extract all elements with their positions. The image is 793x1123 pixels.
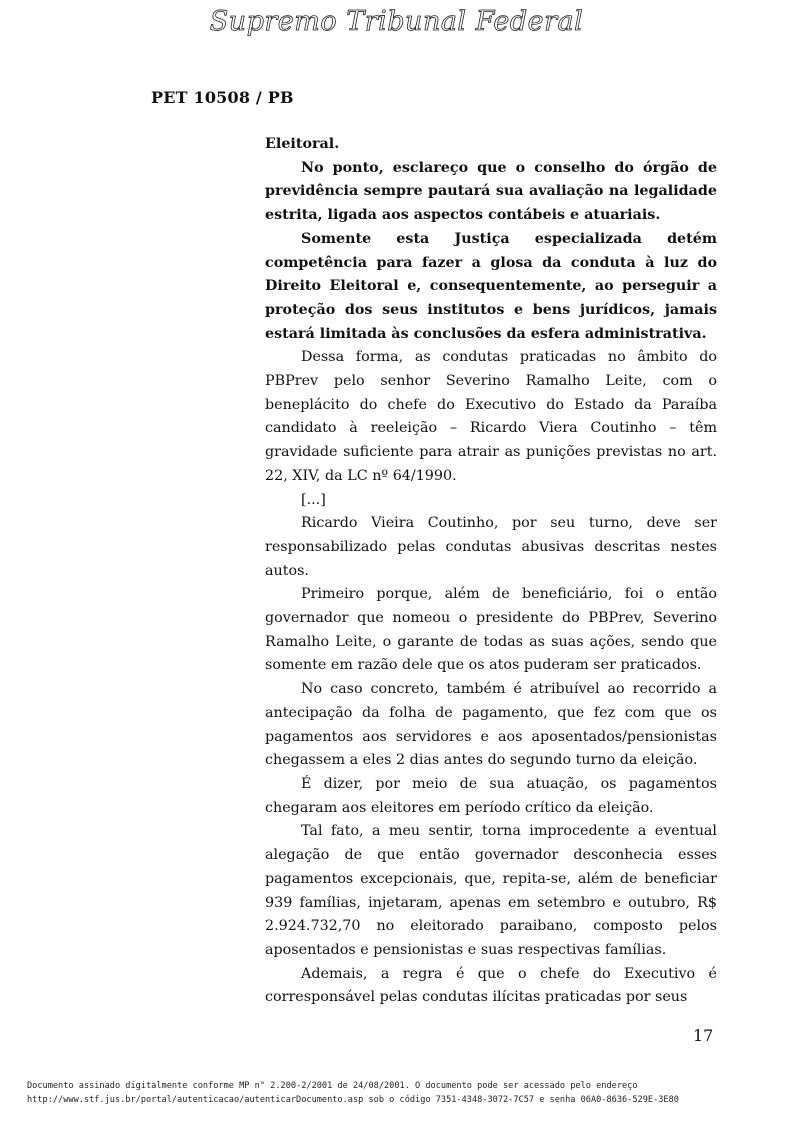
paragraph: Eleitoral. <box>265 136 340 152</box>
paragraph: Ademais, a regra é que o chefe do Executivo é corresponsável pelas condutas ilícitas praticadas por seus <box>265 965 717 1006</box>
document-reference: PET 10508 / PB <box>151 88 294 107</box>
paragraph: Somente esta Justiça especializada detém competência para fazer a glosa da conduta à luz do Direito Eleitoral e, consequentemente, ao perseguir a proteção dos seus institutos e bens jurídicos, jamais estará limitada às conclusões da esfera administrativa. <box>265 230 717 342</box>
paragraph: Dessa forma, as condutas praticadas no âmbito do PBPrev pelo senhor Severino Ramalho Leite, com o beneplácito do chefe do Executivo do Estado da Paraíba candidato à reeleição – Ricardo Viera Coutinho – têm gravidade suficiente para atrair as punições previstas no art. 22, XIV, da LC nº 64/1990. <box>265 349 717 484</box>
document-body <box>265 133 717 1010</box>
paragraph: É dizer, por meio de sua atuação, os pagamentos chegaram aos eleitores em período crítico da eleição. <box>265 775 717 816</box>
paragraph: [...] <box>301 491 326 508</box>
paragraph: Primeiro porque, além de beneficiário, foi o então governador que nomeou o presidente do PBPrev, Severino Ramalho Leite, o garante de todas as suas ações, sendo que somente em razão dele que os atos puderam ser praticados. <box>265 586 717 674</box>
digital-signature-notice <box>27 1080 767 1107</box>
court-title: Supremo Tribunal Federal <box>209 6 584 37</box>
footer-line: http://www.stf.jus.br/portal/autenticacao/autenticarDocumento.asp sob o código 7351-4348-3072-7C57 e senha 06A0-8636-529E-3E80 <box>27 1094 679 1105</box>
page-number: 17 <box>693 1026 714 1045</box>
footer-line: Documento assinado digitalmente conforme MP n° 2.200-2/2001 de 24/08/2001. O documento pode ser acessado pelo endereço <box>27 1081 638 1091</box>
paragraph: No caso concreto, também é atribuível ao recorrido a antecipação da folha de pagamento, que fez com que os pagamentos aos servidores e aos aposentados/pensionistas chegassem a eles 2 dias antes do segundo turno da eleição. <box>265 681 717 769</box>
paragraph: Ricardo Vieira Coutinho, por seu turno, deve ser responsabilizado pelas condutas abusivas descritas nestes autos. <box>265 515 717 579</box>
paragraph: Tal fato, a meu sentir, torna improcedente a eventual alegação de que então governador desconhecia esses pagamentos excepcionais, que, repita-se, além de beneficiar 939 famílias, injetaram, apenas em setembro e outubro, R$ 2.924.732,70 no eleitorado paraibano, composto pelos aposentados e pensionistas e suas respectivas famílias. <box>265 823 717 958</box>
paragraph: No ponto, esclareço que o conselho do órgão de previdência sempre pautará sua avaliação na legalidade estrita, ligada aos aspectos contábeis e atuariais. <box>265 159 717 224</box>
